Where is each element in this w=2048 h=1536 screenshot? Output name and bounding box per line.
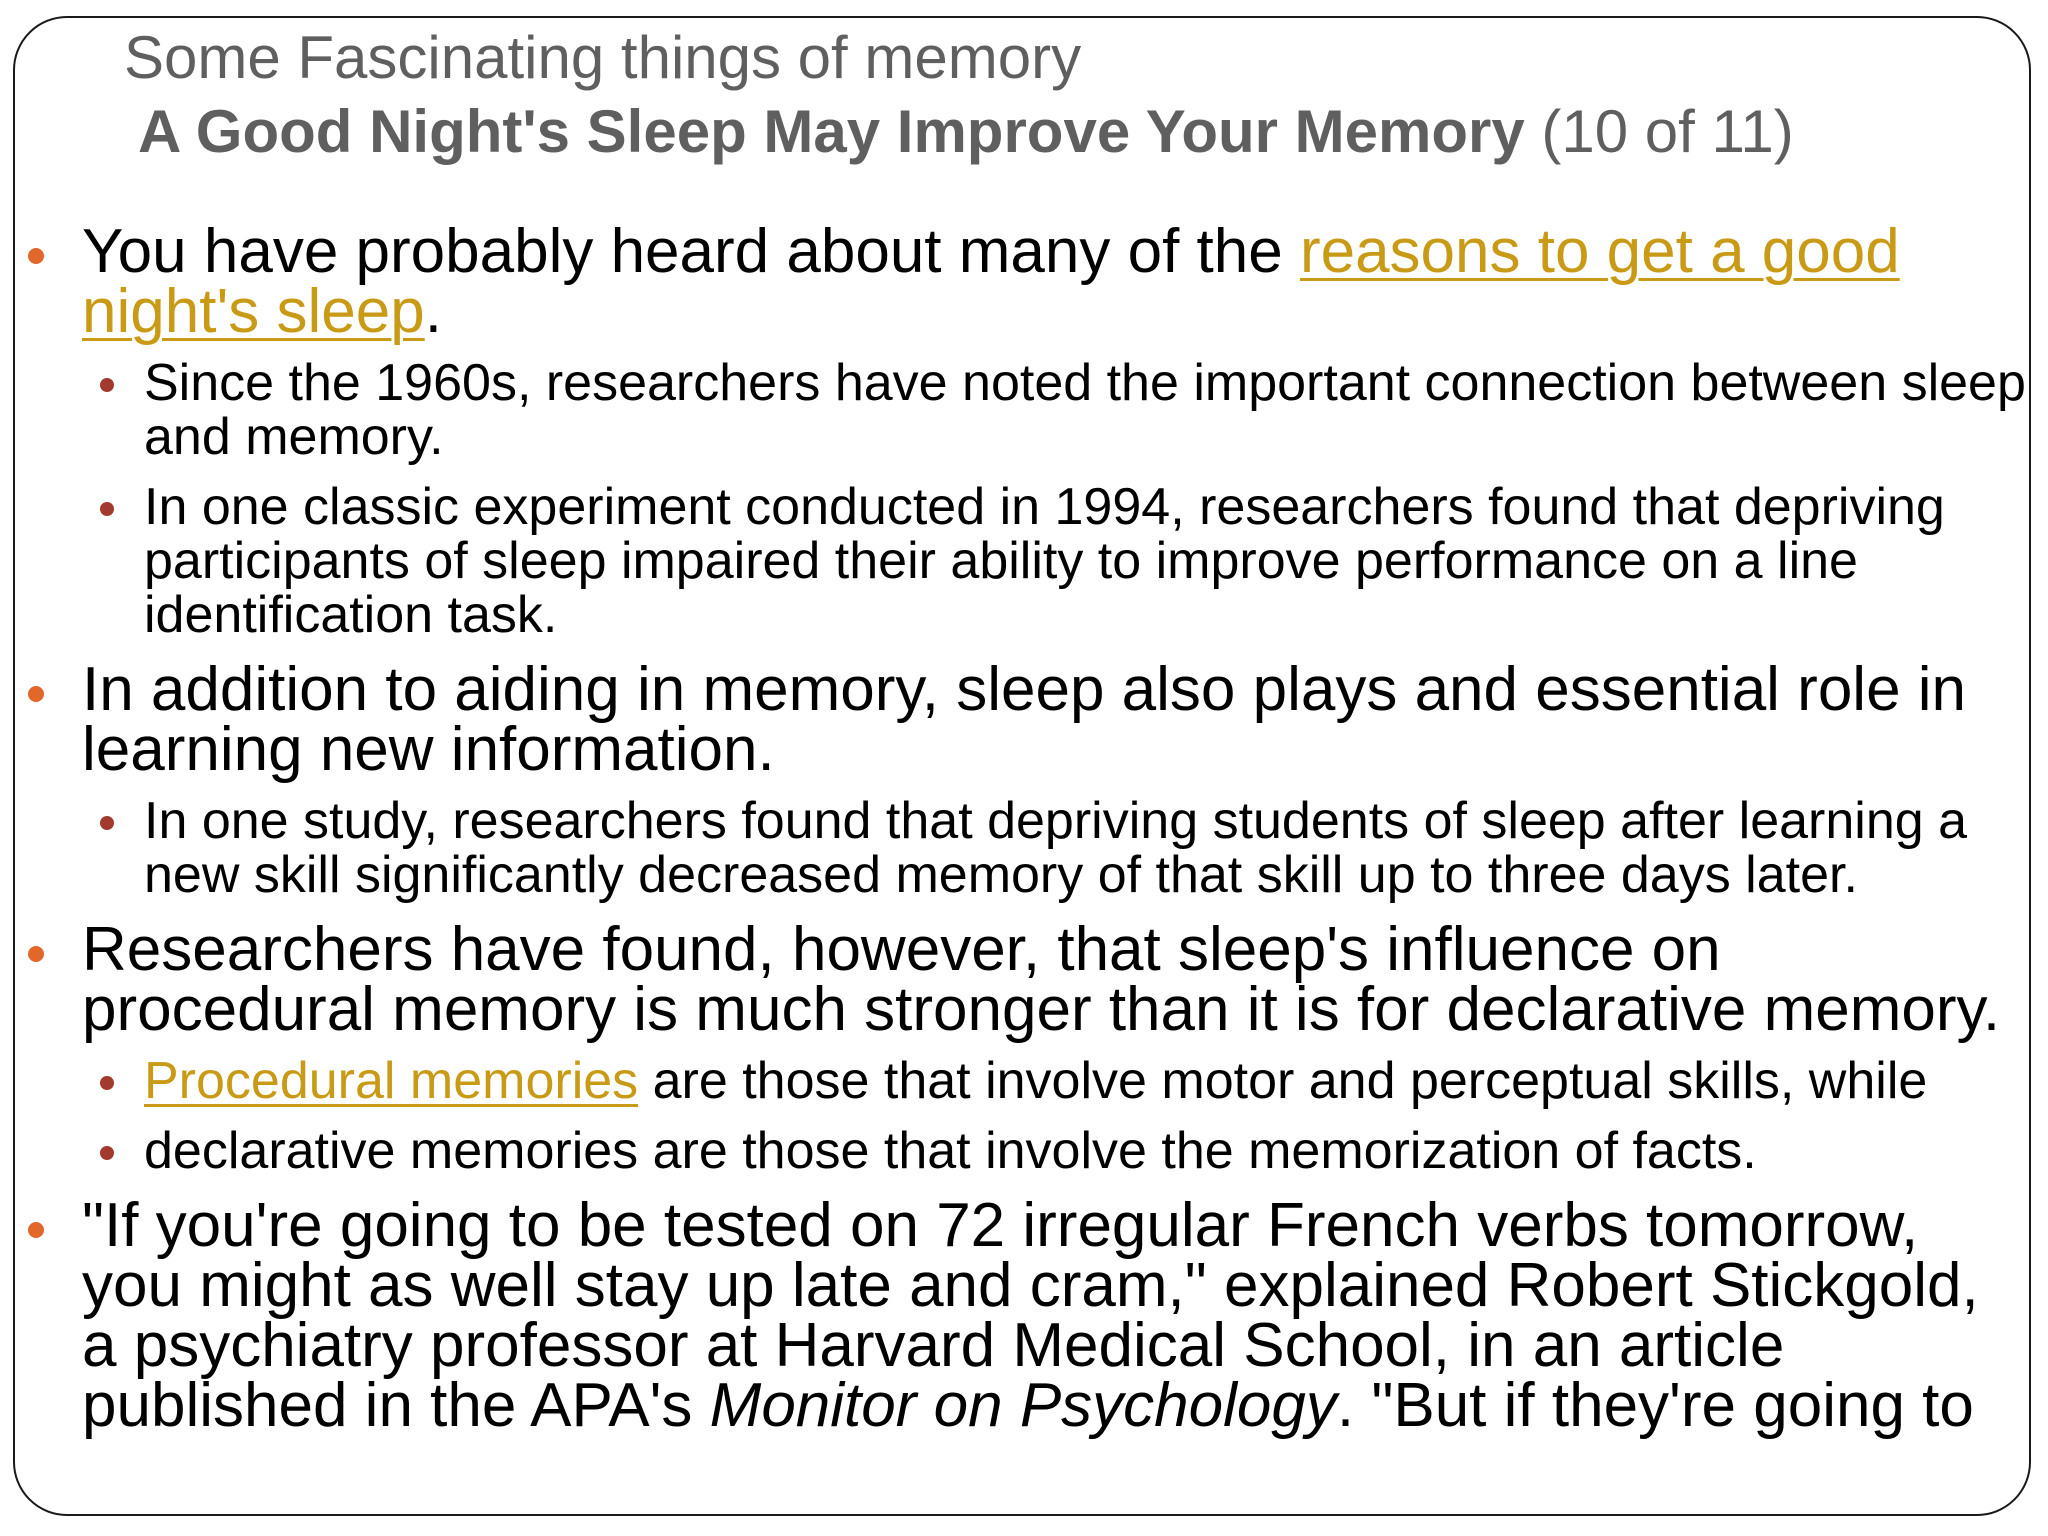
bullet-dot-icon: [28, 1222, 44, 1238]
publication-title: Monitor on Psychology: [709, 1371, 1337, 1440]
subbullet-dot-icon: [100, 816, 114, 830]
slide-title-heading: A Good Night's Sleep May Improve Your Memory: [138, 98, 1525, 165]
bullet-procedural-influence: [0, 915, 2048, 1044]
subbullet-students-study: [0, 794, 2048, 902]
subbullet-dot-icon: [100, 1146, 114, 1160]
procedural-memories-link[interactable]: Procedural memories: [144, 1052, 639, 1110]
bullet-reasons-sleep: [0, 217, 2048, 346]
subbullet-text: Since the 1960s, researchers have noted the important connection between sleep and memory.: [144, 354, 2026, 466]
bullet-text: "If you're going to be tested on 72 irregular French verbs tomorrow, you might as well stay up late and cram," explained Robert Stickgold, a psychiatry professor at Harvard Medical School, in an article published in the APA's: [82, 1191, 1979, 1440]
reasons-sleep-link[interactable]: reasons to get a good night's sleep: [82, 217, 1900, 346]
subbullet-dot-icon: [100, 378, 114, 392]
bullet-text: Researchers have found, however, that sleep's influence on procedural memory is much stronger than it is for declarative memory.: [82, 915, 2001, 1044]
subbullet-procedural-memories: [0, 1054, 2048, 1108]
bullet-text-end: .: [424, 277, 442, 346]
subbullet-1960s: [0, 356, 2048, 464]
bullet-text-end: . "But if they're going to: [1336, 1371, 1974, 1440]
bullet-dot-icon: [28, 946, 44, 962]
subbullet-text: are those that involve motor and perceptual skills, while: [638, 1052, 1928, 1110]
bullet-dot-icon: [28, 248, 44, 264]
slide-title-counter: (10 of 11): [1524, 98, 1794, 165]
subbullet-dot-icon: [100, 502, 114, 516]
subbullet-dot-icon: [100, 1076, 114, 1090]
bullet-text: You have probably heard about many of the: [82, 217, 1300, 286]
bullet-stickgold-quote: [0, 1191, 2048, 1440]
subbullet-1994-experiment: [0, 480, 2048, 642]
slide-supertitle: Some Fascinating things of memory: [124, 24, 1082, 91]
subbullet-text: In one study, researchers found that depriving students of sleep after learning a new skill significantly decreased memory of that skill up to three days later.: [144, 792, 1968, 904]
subbullet-declarative-memories: [0, 1124, 2048, 1178]
subbullet-text: declarative memories are those that involve the memorization of facts.: [144, 1122, 1757, 1180]
bullet-dot-icon: [28, 686, 44, 702]
slide-title: [138, 96, 1794, 168]
subbullet-text: In one classic experiment conducted in 1994, researchers found that depriving participants of sleep impaired their ability to improve performance on a line identification task.: [144, 478, 1945, 644]
bullet-text: In addition to aiding in memory, sleep also plays and essential role in learning new information.: [82, 655, 1967, 784]
slide-content: [0, 217, 2048, 1440]
bullet-learning: [0, 655, 2048, 784]
